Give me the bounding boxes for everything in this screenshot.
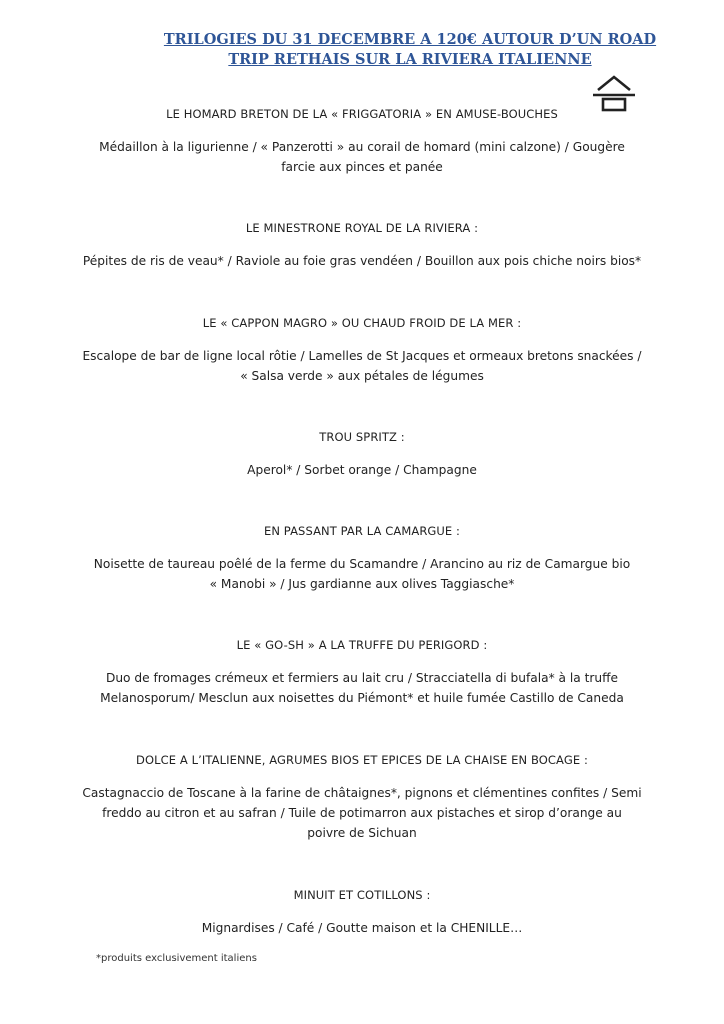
course-trou-spritz — [60, 427, 664, 480]
course-heading: TROU SPRITZ : — [319, 430, 405, 444]
course-dolce — [60, 750, 664, 843]
title-line-2: TRIP RETHAIS SUR LA RIVIERA ITALIENNE — [228, 51, 592, 68]
course-line: Aperol* / Sorbet orange / Champagne — [247, 463, 477, 477]
course-description — [60, 460, 664, 480]
course-heading: LE MINESTRONE ROYAL DE LA RIVIERA : — [245, 221, 479, 235]
course-line: Pépites de ris de veau* / Raviole au foie gras vendéen / Bouillon aux pois chiche noirs bios* — [82, 254, 642, 268]
course-camargue — [60, 521, 664, 594]
course-line: Melanosporum/ Mesclun aux noisettes du Piémont* et huile fumée Castillo de Caneda — [100, 691, 624, 705]
menu-title — [150, 30, 670, 70]
course-line: « Manobi » / Jus gardianne aux olives Taggiasche* — [209, 577, 515, 591]
course-heading: DOLCE A L’ITALIENNE, AGRUMES BIOS ET EPICES DE LA CHAISE EN BOCAGE : — [136, 753, 588, 767]
title-line-1: TRILOGIES DU 31 DECEMBRE A 120€ AUTOUR D’UN ROAD — [163, 31, 657, 48]
course-heading: LE « CAPPON MAGRO » OU CHAUD FROID DE LA MER : — [202, 316, 522, 330]
footnote: *produits exclusivement italiens — [96, 953, 257, 964]
course-line: farcie aux pinces et panée — [281, 160, 443, 174]
course-line: freddo au citron et au safran / Tuile de potimarron aux pistaches et sirop d’orange au — [102, 806, 622, 820]
course-description — [60, 137, 664, 177]
course-line: poivre de Sichuan — [307, 826, 417, 840]
course-minestrone — [60, 218, 664, 271]
course-description — [60, 668, 664, 708]
course-minuit — [60, 885, 664, 938]
course-description — [60, 918, 664, 938]
course-heading: LE « GO-SH » A LA TRUFFE DU PERIGORD : — [236, 638, 488, 652]
course-line: Castagnaccio de Toscane à la farine de châtaignes*, pignons et clémentines confites / Semi — [82, 786, 642, 800]
course-line: Médaillon à la ligurienne / « Panzerotti » au corail de homard (mini calzone) / Gougère — [99, 140, 625, 154]
course-heading: MINUIT ET COTILLONS : — [293, 888, 431, 902]
course-cappon-magro — [60, 313, 664, 386]
course-description — [60, 251, 664, 271]
course-heading: LE HOMARD BRETON DE LA « FRIGGATORIA » EN AMUSE-BOUCHES — [166, 107, 558, 121]
course-line: Mignardises / Café / Goutte maison et la CHENILLE… — [201, 921, 523, 935]
course-description — [60, 783, 664, 843]
course-amuse-bouches — [60, 104, 664, 177]
course-description — [60, 554, 664, 594]
course-line: Duo de fromages crémeux et fermiers au lait cru / Stracciatella di bufala* à la truffe — [105, 671, 619, 685]
course-line: « Salsa verde » aux pétales de légumes — [240, 369, 484, 383]
course-go-sh — [60, 635, 664, 708]
course-line: Escalope de bar de ligne local rôtie / Lamelles de St Jacques et ormeaux bretons snackées / — [82, 349, 642, 363]
course-heading: EN PASSANT PAR LA CAMARGUE : — [263, 524, 461, 538]
course-description — [60, 346, 664, 386]
course-line: Noisette de taureau poêlé de la ferme du Scamandre / Arancino au riz de Camargue bio — [93, 557, 631, 571]
